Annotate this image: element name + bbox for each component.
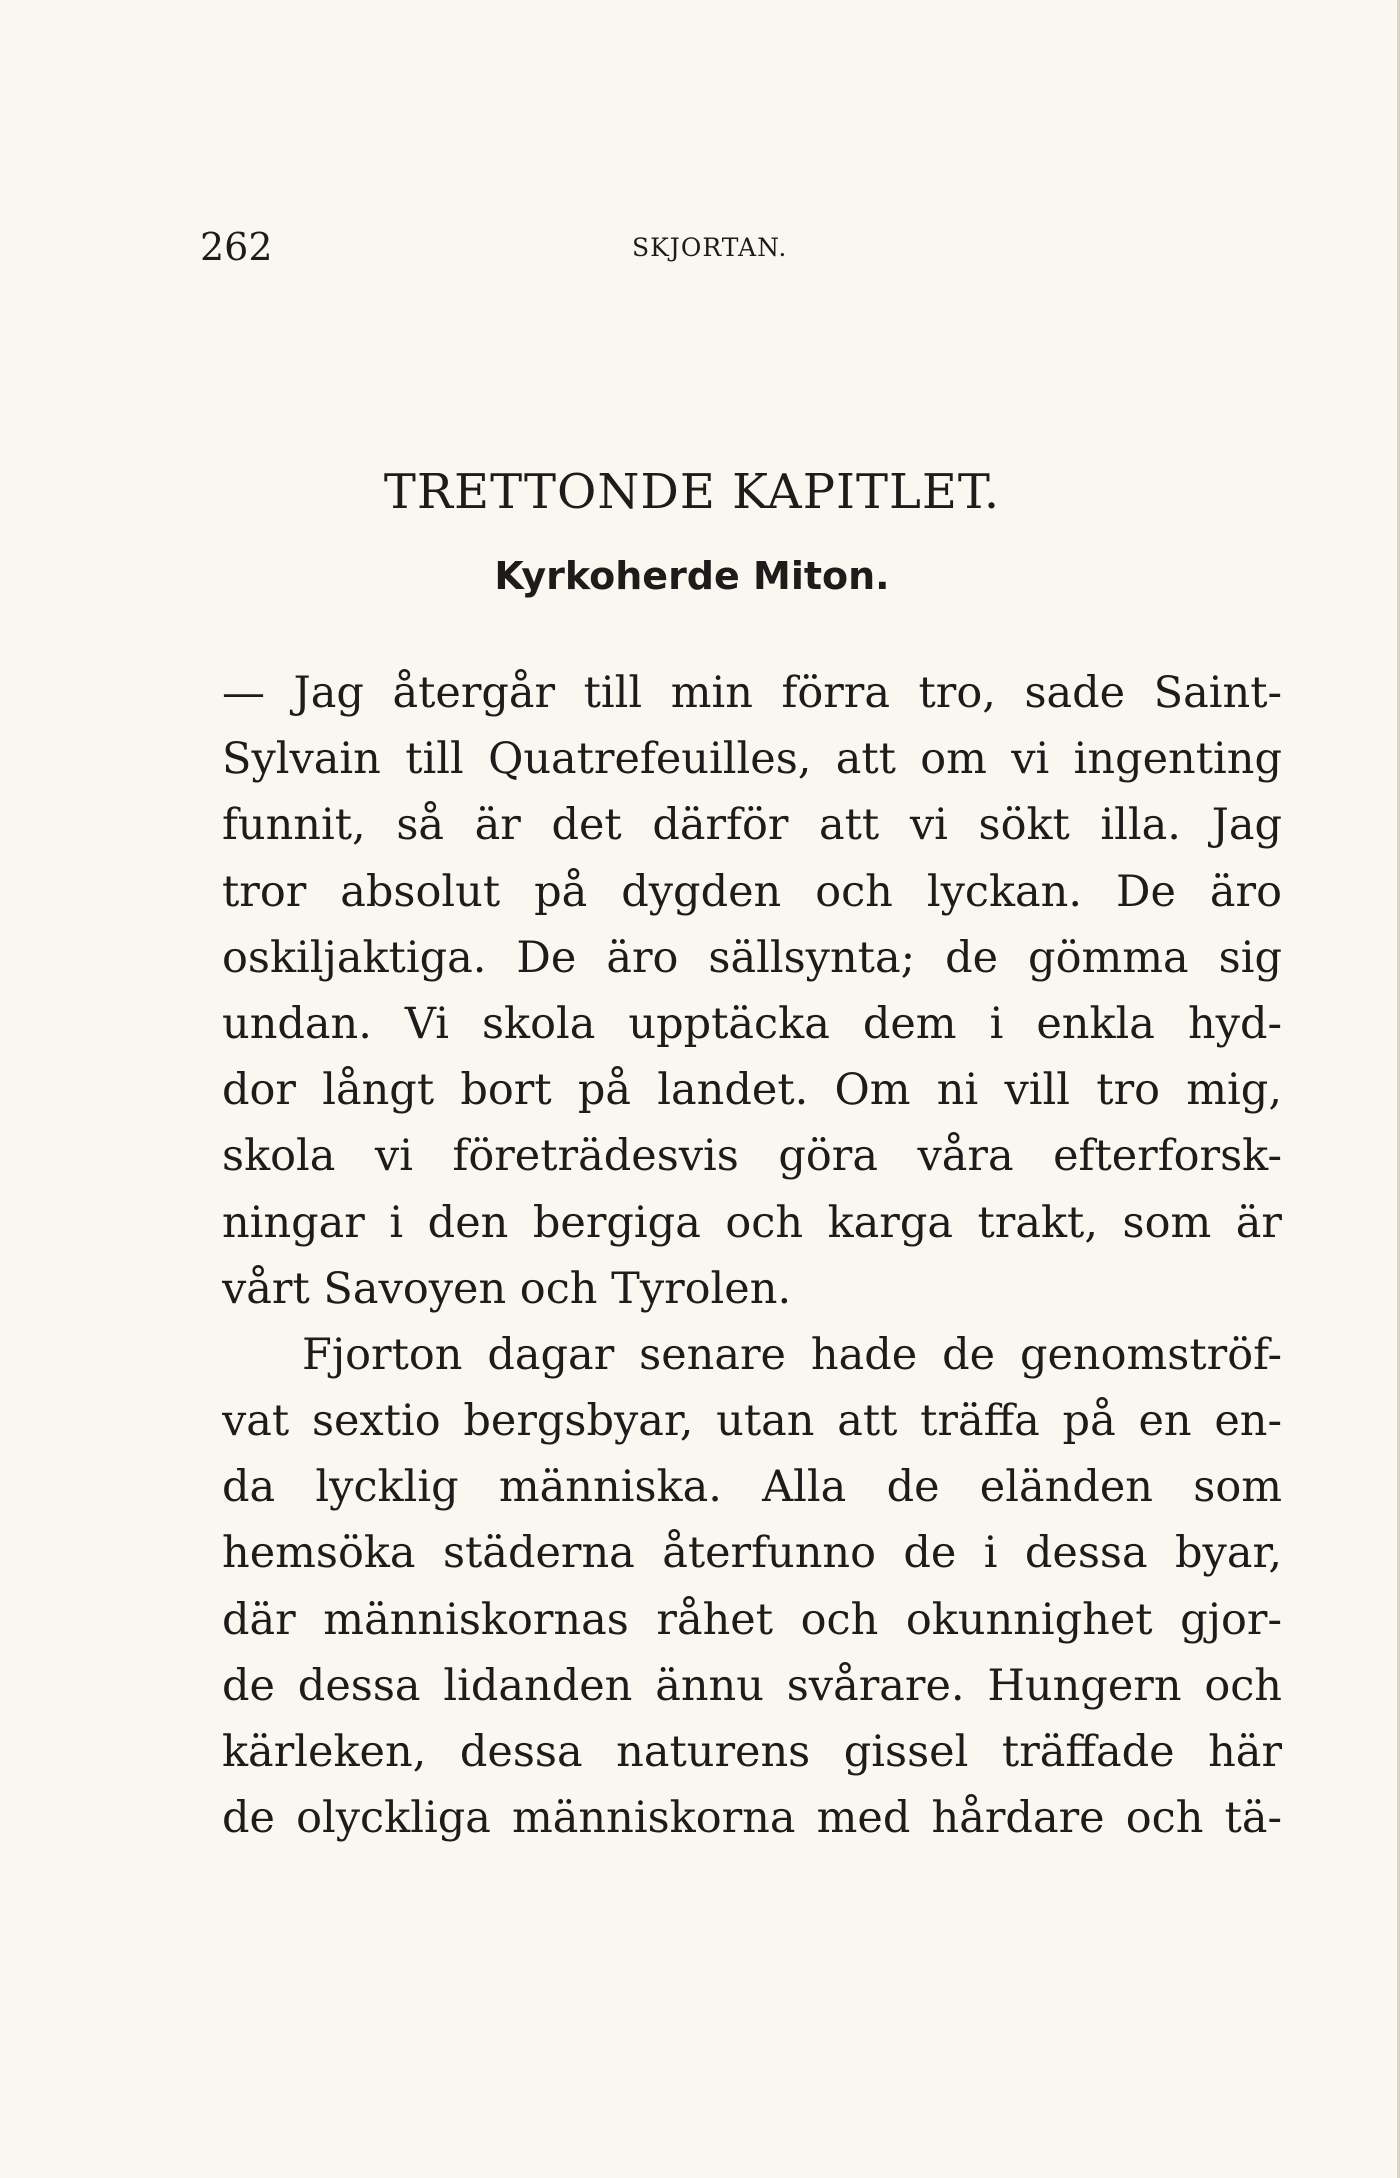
page-number: 262 <box>200 225 273 269</box>
paragraph-1 <box>222 660 1282 1322</box>
text-line: skola vi företrädesvis göra våra efterforsk- <box>222 1131 1282 1182</box>
text-line: Sylvain till Quatrefeuilles, att om vi ingenting <box>222 734 1282 785</box>
text-line: hemsöka städerna återfunno de i dessa byar, <box>222 1528 1282 1579</box>
text-line: vat sextio bergsbyar, utan att träffa på en en- <box>222 1396 1282 1447</box>
text-line: där människornas råhet och okunnighet gjor- <box>222 1594 1282 1645</box>
text-line: oskiljaktiga. De äro sällsynta; de gömma sig <box>222 932 1282 983</box>
text-line: kärleken, dessa naturens gissel träffade här <box>222 1727 1282 1777</box>
text-line: tror absolut på dygden och lyckan. De äro <box>222 866 1282 917</box>
running-title: SKJORTAN. <box>632 233 788 262</box>
paragraph-2 <box>222 1322 1282 1852</box>
text-line: — Jag återgår till min förra tro, sade Saint- <box>222 668 1282 718</box>
running-head <box>200 222 1200 272</box>
chapter-subtitle: Kyrkoherde Miton. <box>494 554 890 598</box>
text-line: dor långt bort på landet. Om ni vill tro mig, <box>222 1065 1282 1116</box>
text-line: undan. Vi skola upptäcka dem i enkla hyd- <box>222 998 1282 1049</box>
body-text <box>222 660 1282 1851</box>
text-line: da lycklig människa. Alla de eländen som <box>222 1462 1282 1513</box>
text-line: ningar i den bergiga och karga trakt, som är <box>222 1197 1282 1248</box>
text-line: de olyckliga människorna med hårdare och tä- <box>222 1793 1282 1844</box>
chapter-title: TRETTONDE KAPITLET. <box>383 464 1001 520</box>
text-line: vårt Savoyen och Tyrolen. <box>222 1263 792 1314</box>
text-line: funnit, så är det därför att vi sökt illa. Jag <box>222 800 1282 851</box>
text-line: de dessa lidanden ännu svårare. Hungern och <box>222 1660 1282 1711</box>
text-line: Fjorton dagar senare hade de genomströf- <box>302 1329 1282 1380</box>
